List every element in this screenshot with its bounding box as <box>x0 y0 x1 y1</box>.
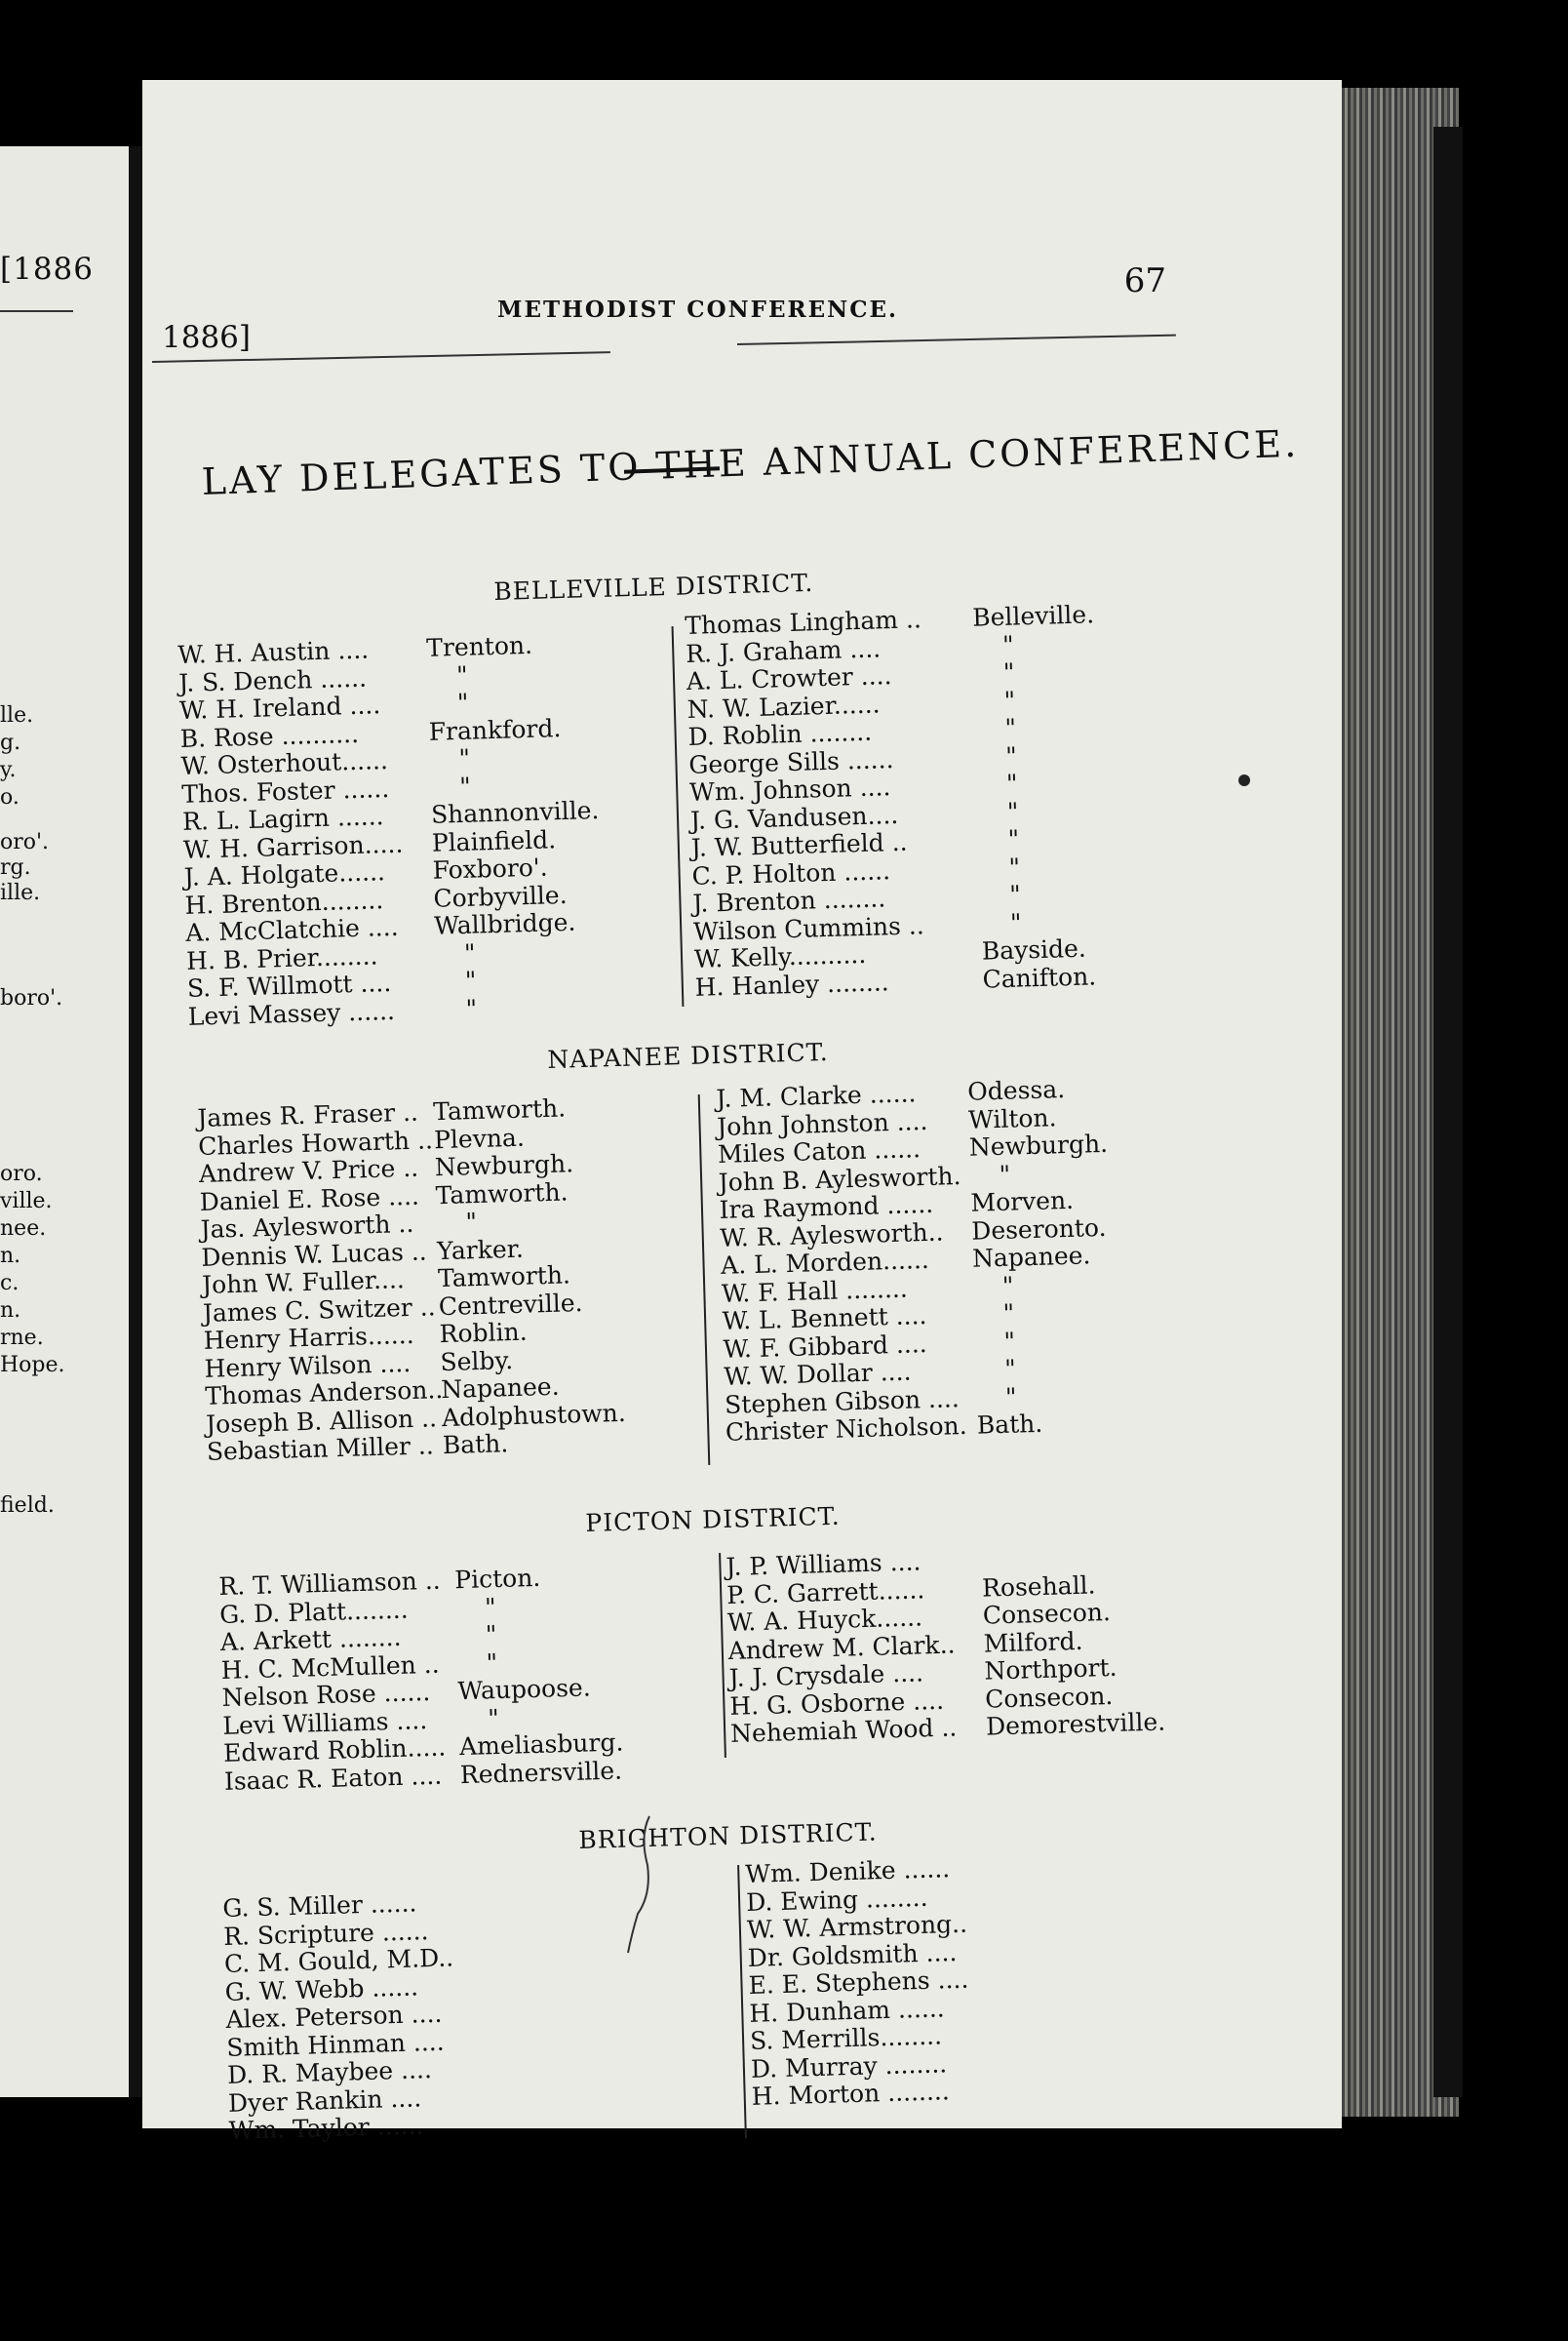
delegate-name: B. Rose .......... <box>179 719 360 753</box>
delegate-name: W. H. Garrison..... <box>182 829 404 864</box>
delegate-circuit: Shannonville. <box>430 796 600 829</box>
delegate-name: Alex. Peterson .... <box>225 1999 443 2034</box>
delegate-name: Jas. Aylesworth .. <box>200 1209 414 1244</box>
district-heading: NAPANEE DISTRICT. <box>547 1037 830 1074</box>
delegate-name: Joseph B. Allison .. <box>205 1403 438 1439</box>
document-page <box>142 80 1342 2145</box>
delegate-name: W. F. Hall ........ <box>721 1274 909 1308</box>
delegate-name: Daniel E. Rose .... <box>199 1181 420 1216</box>
delegate-name: J. P. Williams .... <box>725 1547 921 1581</box>
delegate-name: Ira Raymond ...... <box>719 1189 934 1224</box>
delegate-circuit: Demorestville. <box>985 1707 1166 1741</box>
delegate-circuit: " <box>484 1592 496 1621</box>
delegate-name: Dyer Rankin .... <box>227 2083 422 2118</box>
delegate-name: Charles Howarth .. <box>197 1125 434 1161</box>
delegate-name: N. W. Lazier...... <box>686 689 881 724</box>
delegate-circuit: Tamworth. <box>437 1260 571 1293</box>
delegate-name: G. D. Platt........ <box>218 1595 409 1629</box>
delegate-circuit: Corbyville. <box>433 880 568 913</box>
facing-page-fragment: ville. <box>0 1189 53 1213</box>
print-specks <box>142 80 1342 2128</box>
delegate-name: Smith Hinman .... <box>225 2027 445 2062</box>
delegate-name: Christer Nicholson. <box>725 1410 967 1447</box>
delegate-circuit: " <box>463 938 476 968</box>
facing-page-fragment: n. <box>0 1244 21 1268</box>
delegate-circuit: Ameliasburg. <box>458 1727 624 1762</box>
running-head-year: 1886] <box>162 320 251 355</box>
delegate-circuit: " <box>1007 824 1020 853</box>
delegate-circuit: " <box>465 1208 478 1237</box>
delegate-name: C. M. Gould, M.D.. <box>223 1943 454 1978</box>
facing-page-fragment: field. <box>0 1493 55 1518</box>
delegate-name: A. L. Crowter .... <box>686 661 892 695</box>
delegate-name: H. Morton ........ <box>751 2077 951 2111</box>
ink-blot <box>1238 774 1250 786</box>
delegate-name: George Sills ...... <box>687 744 894 779</box>
delegate-name: Thomas Anderson.. <box>204 1375 444 1410</box>
delegate-name: G. W. Webb ...... <box>224 1971 419 2006</box>
delegate-name: J. A. Holgate...... <box>183 857 386 892</box>
delegate-circuit: Rosehall. <box>981 1569 1096 1603</box>
facing-page-fragment: oro. <box>0 1162 43 1186</box>
delegate-circuit: Adolphustown. <box>441 1398 627 1432</box>
book-spine <box>129 146 142 2097</box>
delegate-circuit: Consecon. <box>982 1598 1112 1630</box>
delegate-name: D. R. Maybee .... <box>226 2055 433 2089</box>
delegate-name: J. S. Dench ...... <box>177 663 368 697</box>
delegate-name: Wilson Cummins .. <box>692 910 925 946</box>
delegate-circuit: Waupoose. <box>457 1673 592 1706</box>
delegate-circuit: Yarker. <box>436 1234 525 1265</box>
delegate-name: H. Hanley ........ <box>694 967 890 1002</box>
delegate-name: J. M. Clarke ...... <box>716 1079 917 1113</box>
delegate-circuit: Tamworth. <box>435 1176 568 1210</box>
delegate-name: Levi Massey ...... <box>187 996 396 1031</box>
delegate-name: S. Merrills........ <box>749 2021 943 2055</box>
delegate-circuit: " <box>1002 1298 1015 1328</box>
delegate-name: G. S. Miller ...... <box>222 1888 417 1923</box>
delegate-name: Andrew M. Clark.. <box>727 1629 956 1665</box>
delegate-name: A. L. Morden...... <box>720 1245 930 1280</box>
delegate-circuit: Frankford. <box>428 713 562 746</box>
facing-page-fragment: n. <box>0 1298 21 1323</box>
delegate-name: C. P. Holton ...... <box>691 855 891 891</box>
delegate-circuit: Centreville. <box>438 1288 583 1321</box>
delegate-name: Henry Harris...... <box>203 1320 414 1355</box>
delegate-name: H. Dunham ...... <box>748 1993 945 2028</box>
delegate-circuit: Plainfield. <box>431 824 557 857</box>
delegate-name: H. G. Osborne .... <box>728 1686 945 1721</box>
delegate-name: W. A. Huyck...... <box>726 1603 923 1637</box>
delegate-circuit: " <box>458 772 472 801</box>
delegate-name: R. T. Williamson .. <box>218 1566 442 1601</box>
delegate-circuit: Selby. <box>440 1345 514 1376</box>
delegate-circuit: " <box>1004 713 1017 742</box>
delegate-name: John B. Aylesworth. <box>718 1161 961 1197</box>
facing-page-fragment: y. <box>0 758 17 782</box>
delegate-circuit: Trenton. <box>425 630 533 662</box>
delegate-name: James R. Fraser .. <box>197 1097 419 1132</box>
facing-page-fragment: lle. <box>0 703 34 728</box>
delegate-name: P. C. Garrett...... <box>725 1574 925 1609</box>
delegate-name: Dennis W. Lucas .. <box>200 1236 428 1272</box>
delegate-name: J. J. Crysdale .... <box>728 1658 924 1692</box>
delegate-name: S. F. Willmott .... <box>186 969 392 1003</box>
delegate-circuit: Wilton. <box>967 1102 1057 1134</box>
facing-page-fragment: o. <box>0 785 20 810</box>
facing-page-fragment: oro'. <box>0 830 50 854</box>
delegate-circuit: Northport. <box>984 1652 1117 1686</box>
district-heading: PICTON DISTRICT. <box>585 1501 842 1537</box>
delegate-circuit: Picton. <box>453 1563 541 1595</box>
facing-page-fragment: boro'. <box>0 986 63 1011</box>
delegate-name: W. H. Austin .... <box>177 635 370 669</box>
delegate-name: W. Osterhout...... <box>180 746 389 780</box>
delegate-circuit: Canifton. <box>982 961 1097 994</box>
delegate-circuit: Wallbridge. <box>433 907 576 940</box>
delegate-name: W. Kelly.......... <box>693 939 867 973</box>
delegate-circuit: Napanee. <box>440 1371 560 1405</box>
book-cover-edge <box>1433 127 1463 2097</box>
delegate-name: Stephen Gibson .... <box>724 1383 960 1419</box>
facing-page-fragment: c. <box>0 1271 20 1295</box>
delegate-name: John Johnston .... <box>716 1106 928 1141</box>
delegate-circuit: " <box>1003 1327 1016 1356</box>
delegate-name: Wm. Johnson .... <box>688 773 891 807</box>
district-heading: BRIGHTON DISTRICT. <box>578 1817 879 1854</box>
delegate-circuit: Foxboro'. <box>432 853 549 885</box>
delegate-name: Wm. Denike ...... <box>745 1854 951 1888</box>
delegate-name: W. F. Gibbard .... <box>723 1329 928 1364</box>
delegate-name: Nelson Rose ...... <box>221 1677 431 1712</box>
delegate-circuit: Bath. <box>976 1409 1043 1440</box>
delegate-name: H. B. Prier........ <box>185 940 378 975</box>
delegate-name: A. McClatchie .... <box>184 912 399 947</box>
delegate-circuit: Newburgh. <box>434 1149 574 1182</box>
delegate-name: H. C. McMullen .. <box>220 1649 440 1685</box>
page-title: LAY DELEGATES TO THE ANNUAL CONFERENCE. <box>201 421 1300 503</box>
facing-page-rule <box>0 310 73 312</box>
delegate-name: J. G. Vandusen.... <box>689 800 899 835</box>
delegate-circuit: Rednersville. <box>459 1756 623 1789</box>
delegate-name: J. Brenton ........ <box>691 884 886 918</box>
delegate-circuit: Roblin. <box>439 1317 528 1349</box>
stray-mark <box>628 1816 649 1953</box>
delegate-name: A. Arkett ........ <box>219 1622 402 1656</box>
delegate-circuit: " <box>999 1160 1011 1189</box>
delegate-circuit: " <box>1009 907 1022 937</box>
delegate-name: W. W. Armstrong.. <box>746 1909 968 1944</box>
page-number: 67 <box>1123 261 1166 300</box>
delegate-circuit: " <box>1004 1382 1017 1411</box>
delegate-name: D. Ewing ........ <box>745 1883 928 1917</box>
district-heading: BELLEVILLE DISTRICT. <box>493 568 814 606</box>
delegate-name: Edward Roblin..... <box>222 1732 447 1767</box>
delegate-name: W. R. Aylesworth.. <box>719 1217 944 1252</box>
delegate-name: R. Scripture ...... <box>222 1916 429 1951</box>
facing-page-fragment: rg. <box>0 855 31 880</box>
delegate-name: Thomas Lingham .. <box>685 605 922 640</box>
delegate-name: D. Murray ........ <box>750 2048 948 2083</box>
delegate-circuit: " <box>1001 630 1014 659</box>
delegate-circuit: " <box>1008 853 1021 882</box>
facing-page-fragment: Hope. <box>0 1353 65 1377</box>
delegate-name: J. W. Butterfield .. <box>690 827 908 862</box>
delegate-name: Thos. Foster ...... <box>180 774 390 809</box>
delegate-circuit: Belleville. <box>971 600 1095 632</box>
delegate-circuit: Newburgh. <box>968 1129 1109 1162</box>
facing-page-fragment: g. <box>0 731 21 755</box>
delegate-name: D. Roblin ........ <box>687 717 873 751</box>
facing-page-fragment: rne. <box>0 1326 44 1350</box>
delegate-name: Nehemiah Wood .. <box>729 1713 958 1748</box>
delegate-name: W. L. Bennett .... <box>722 1301 927 1335</box>
delegate-circuit: " <box>486 1647 498 1677</box>
delegate-circuit: " <box>455 660 468 690</box>
delegate-name: Sebastian Miller .. <box>206 1431 435 1466</box>
facing-page-fragment: ille. <box>0 881 41 905</box>
delegate-circuit: Morven. <box>970 1185 1075 1217</box>
delegate-name: John W. Fuller.... <box>201 1265 406 1299</box>
running-head-title: METHODIST CONFERENCE. <box>497 297 899 323</box>
delegate-circuit: " <box>1003 1354 1017 1383</box>
delegate-circuit: " <box>464 966 477 995</box>
delegate-name: H. Brenton........ <box>184 885 384 920</box>
delegate-circuit: " <box>1008 880 1022 909</box>
delegate-circuit: Napanee. <box>971 1241 1091 1273</box>
delegate-circuit: Deseronto. <box>970 1212 1107 1246</box>
delegate-name: Henry Wilson .... <box>204 1348 412 1383</box>
delegate-circuit: Odessa. <box>966 1075 1066 1106</box>
delegate-name: Levi Williams .... <box>221 1705 428 1740</box>
delegate-circuit: " <box>1002 657 1015 687</box>
delegate-circuit: " <box>456 688 469 718</box>
facing-page-header: [1886 <box>0 252 94 287</box>
delegate-circuit: Tamworth. <box>432 1093 567 1127</box>
delegate-name: R. L. Lagirn ...... <box>181 802 384 836</box>
delegate-circuit: " <box>1006 797 1019 826</box>
delegate-circuit: " <box>485 1620 497 1649</box>
delegate-circuit: Bath. <box>442 1429 509 1460</box>
delegate-circuit: Milford. <box>983 1626 1083 1658</box>
delegate-name: Andrew V. Price .. <box>198 1153 419 1188</box>
delegate-circuit: Consecon. <box>984 1681 1114 1714</box>
delegate-name: W. H. Ireland .... <box>178 691 381 725</box>
delegate-circuit: " <box>1005 769 1018 798</box>
delegate-circuit: " <box>1001 1271 1014 1300</box>
delegate-circuit: " <box>487 1703 500 1732</box>
delegate-name: R. J. Graham .... <box>685 633 882 668</box>
delegate-name: Miles Caton ...... <box>717 1134 921 1169</box>
delegate-name: E. E. Stephens .... <box>748 1964 969 2000</box>
delegate-name: James C. Switzer .. <box>202 1291 436 1328</box>
facing-page <box>0 146 129 2097</box>
delegate-circuit: " <box>1004 741 1018 771</box>
delegate-circuit: " <box>465 994 478 1023</box>
delegate-circuit: " <box>1003 686 1016 715</box>
delegate-circuit: Plevna. <box>433 1123 526 1154</box>
facing-page-fragment: nee. <box>0 1216 47 1241</box>
delegate-name: Wm. Taylor ...... <box>228 2111 424 2145</box>
delegate-name: Isaac R. Eaton .... <box>223 1761 443 1796</box>
delegate-circuit: " <box>458 743 471 773</box>
delegate-name: W. W. Dollar .... <box>723 1357 912 1391</box>
delegate-name: Dr. Goldsmith .... <box>747 1937 958 1972</box>
delegate-circuit: Bayside. <box>981 933 1087 966</box>
